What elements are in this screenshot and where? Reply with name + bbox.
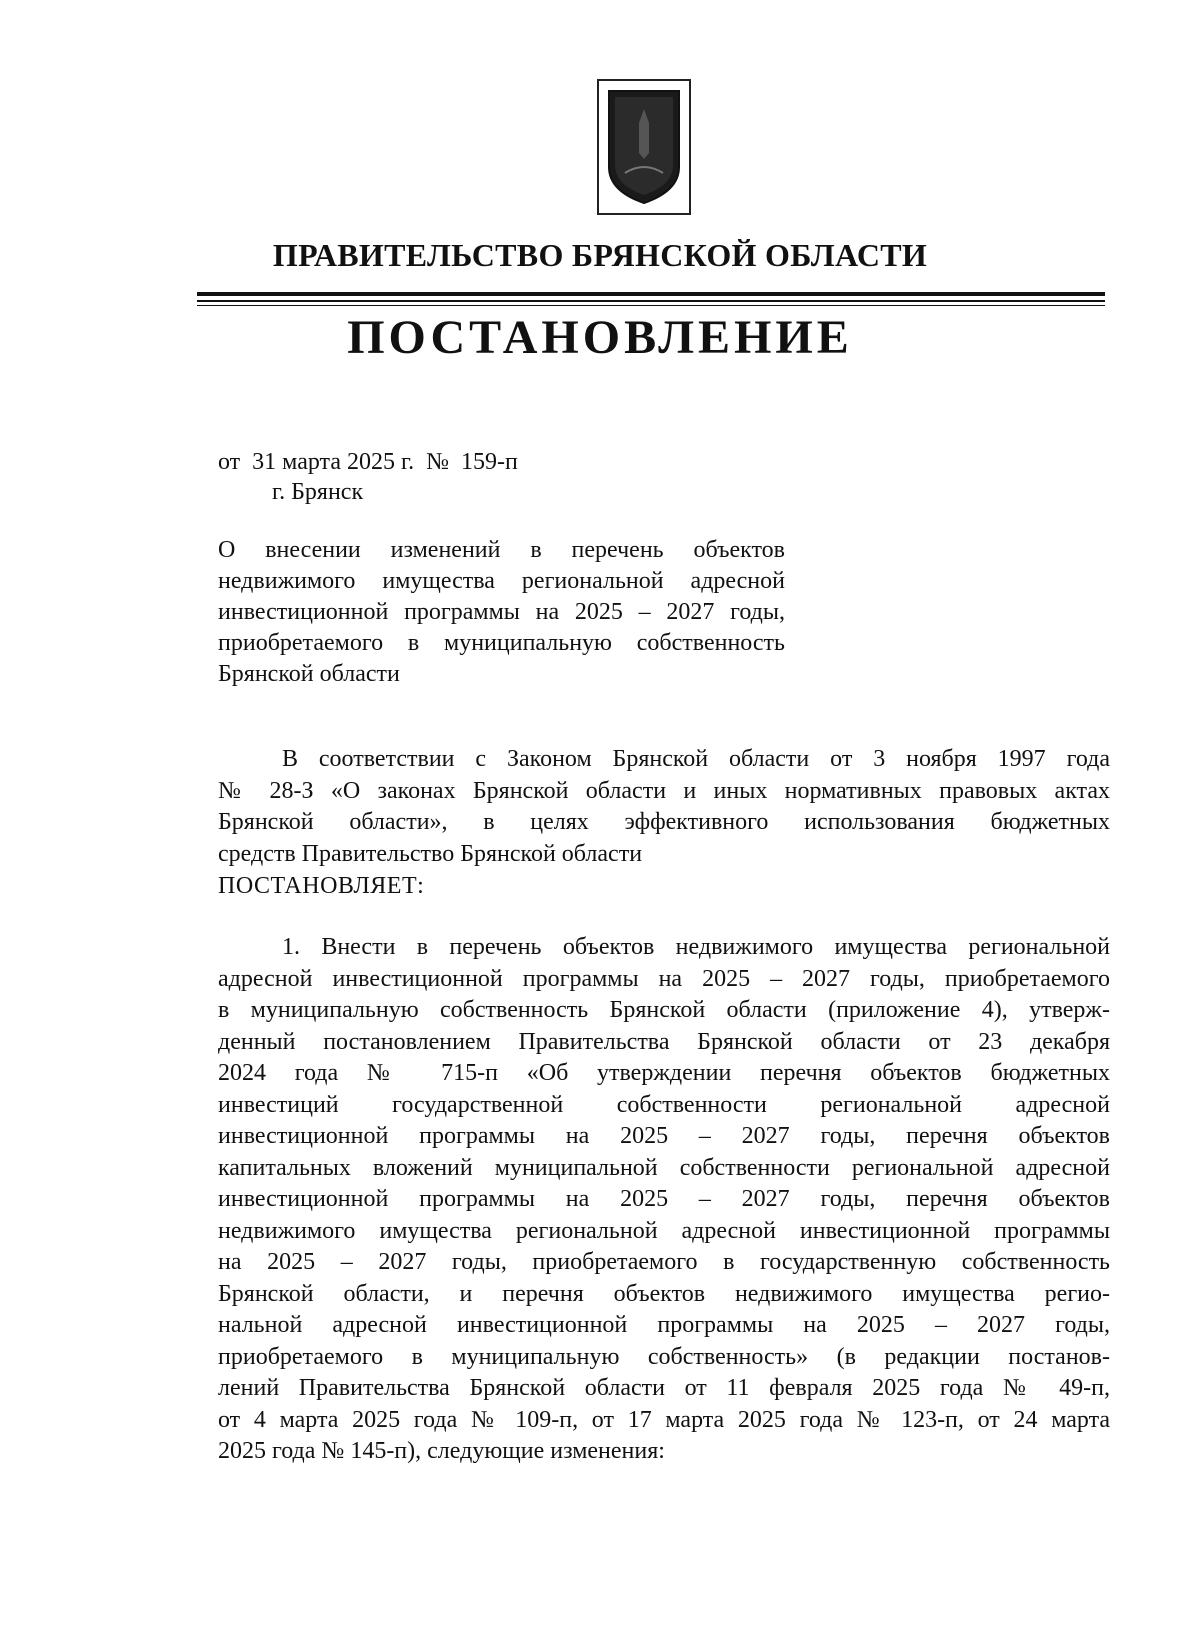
preamble-line: Брянской области», в целях эффективного использования бюджетных <box>218 809 1110 835</box>
document-city: г. Брянск <box>272 479 364 505</box>
subject-line: инвестиционной программы на 2025 – 2027 годы, <box>218 599 785 625</box>
header-rule-medium <box>197 300 1105 302</box>
subject-line: недвижимого имущества региональной адресной <box>218 568 785 594</box>
item-line: инвестиций государственной собственности региональной адресной <box>218 1091 1110 1118</box>
item-line: на 2025 – 2027 годы, приобретаемого в государственную собственность <box>218 1249 1110 1275</box>
document-date-number <box>218 449 518 476</box>
item-line: приобретаемого в муниципальную собственность» (в редакции постанов- <box>218 1343 1110 1370</box>
subject-line: Брянской области <box>218 661 400 687</box>
document-date: 31 марта 2025 г. <box>252 449 415 475</box>
item-line: нальной адресной инвестиционной программы на 2025 – 2027 годы, <box>218 1312 1110 1338</box>
item-line: от 4 марта 2025 года № 109-п, от 17 марта 2025 года № 123-п, от 24 марта <box>218 1406 1110 1433</box>
subject-line: приобретаемого в муниципальную собственность <box>218 630 785 656</box>
item-line: в муниципальную собственность Брянской области (приложение 4), утверж- <box>218 997 1110 1023</box>
item-line: инвестиционной программы на 2025 – 2027 годы, перечня объектов <box>218 1123 1110 1149</box>
item-line: инвестиционной программы на 2025 – 2027 годы, перечня объектов <box>218 1186 1110 1212</box>
preamble-line: № 28-З «О законах Брянской области и иных нормативных правовых актах <box>218 777 1110 804</box>
item-line: 2025 года № 145-п), следующие изменения: <box>218 1438 665 1464</box>
item-line: 1. Внести в перечень объектов недвижимого имущества региональной <box>282 934 1110 960</box>
coat-of-arms-emblem <box>597 79 691 215</box>
item-line: недвижимого имущества региональной адресной инвестиционной программы <box>218 1217 1110 1244</box>
header-rule-thick <box>197 292 1105 296</box>
shield-icon <box>605 87 683 207</box>
document-subject <box>218 535 785 690</box>
authority-title: ПРАВИТЕЛЬСТВО БРЯНСКОЙ ОБЛАСТИ <box>272 237 928 273</box>
preamble-line: средств Правительство Брянской области <box>218 840 643 867</box>
header-rule-thin <box>197 305 1105 306</box>
document-number: 159-п <box>461 449 518 475</box>
date-prefix: от <box>218 449 241 475</box>
item-1-paragraph <box>218 932 1110 1468</box>
number-sign: № <box>426 449 450 475</box>
item-line: денный постановлением Правительства Брянской области от 23 декабря <box>218 1028 1110 1055</box>
item-line: адресной инвестиционной программы на 2025 – 2027 годы, приобретаемого <box>218 965 1110 992</box>
item-line: лений Правительства Брянской области от 11 февраля 2025 года № 49-п, <box>218 1375 1110 1401</box>
item-line: Брянской области, и перечня объектов недвижимого имущества регио- <box>218 1280 1110 1307</box>
item-line: капитальных вложений муниципальной собственности региональной адресной <box>218 1154 1110 1181</box>
document-type-title: ПОСТАНОВЛЕНИЕ <box>347 311 853 364</box>
preamble-line: В соответствии с Законом Брянской области от 3 ноября 1997 года <box>282 746 1110 772</box>
subject-line: О внесении изменений в перечень объектов <box>218 537 785 563</box>
resolves-heading: ПОСТАНОВЛЯЕТ: <box>218 873 425 899</box>
preamble-paragraph <box>218 744 1110 870</box>
item-line: 2024 года № 715-п «Об утверждении перечня объектов бюджетных <box>218 1060 1110 1086</box>
